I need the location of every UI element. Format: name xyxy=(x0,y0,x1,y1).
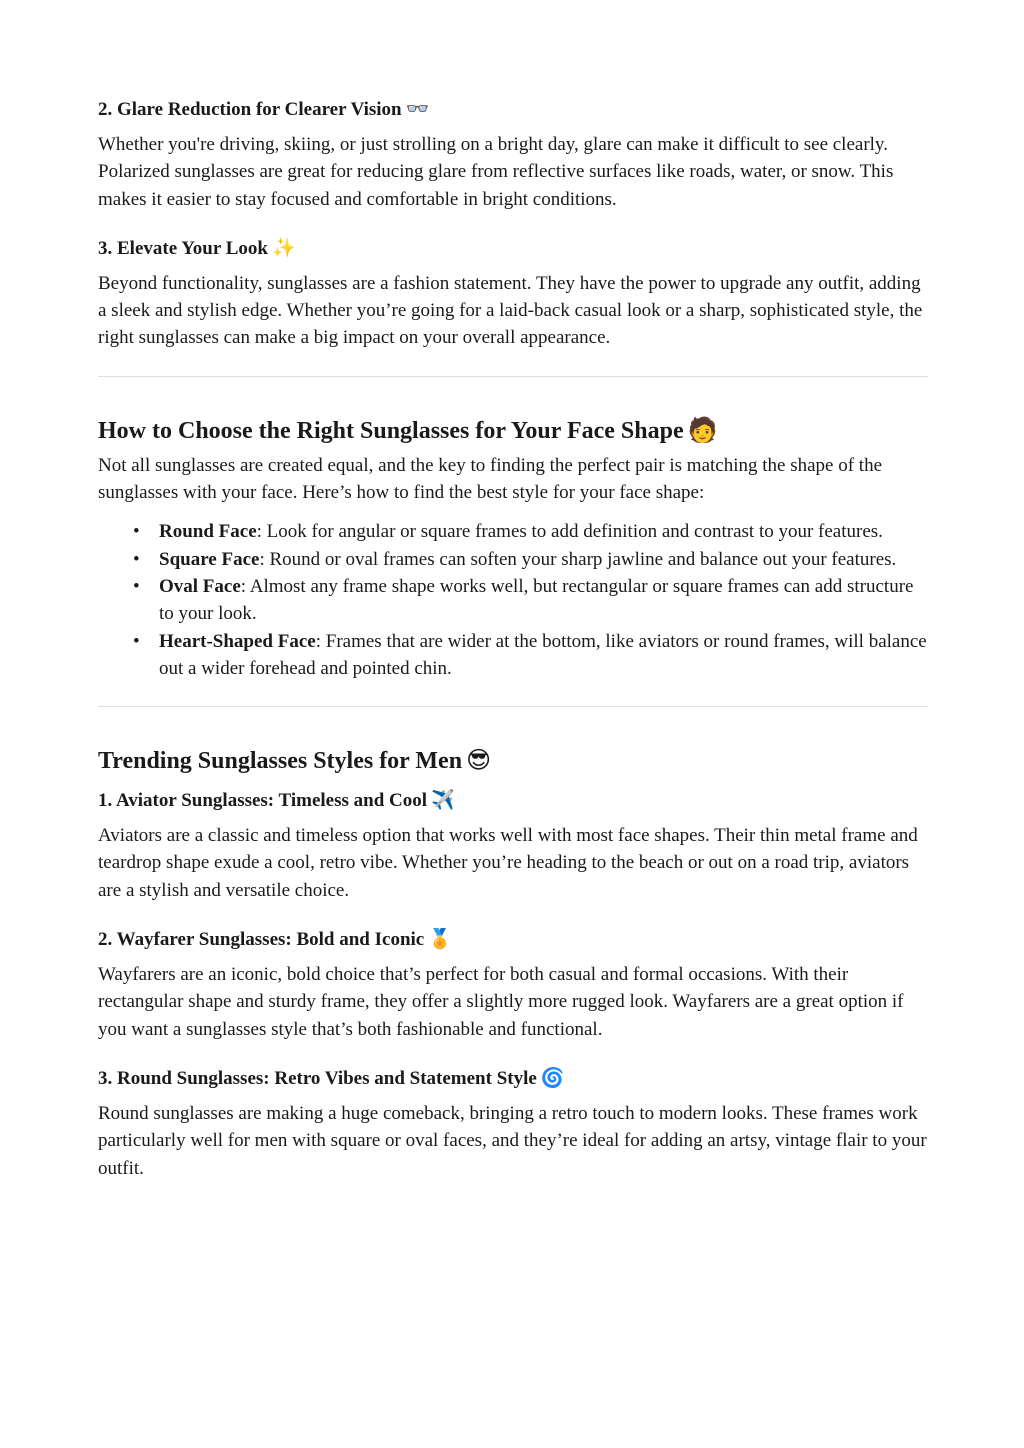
list-item-term: Round Face xyxy=(159,521,257,543)
list-item xyxy=(159,628,928,683)
aviator-heading-text: 1. Aviator Sunglasses: Timeless and Cool xyxy=(98,790,428,812)
face-shape-title-text: How to Choose the Right Sunglasses for Your Face Shape xyxy=(98,417,684,444)
divider xyxy=(98,706,928,707)
section-face-shape xyxy=(98,414,928,682)
sunglasses-face-icon: 😎 xyxy=(466,746,492,775)
aviator-body: Aviators are a classic and timeless option that works well with most face shapes. Their thin metal frame and teardrop shape exude a cool, retro vibe. Whether you’re heading to the beach or out on a road trip, aviators are a stylish and versatile choice. xyxy=(98,825,918,901)
round-heading xyxy=(98,1065,928,1092)
look-heading xyxy=(98,235,928,262)
section-trending-styles xyxy=(98,744,928,1182)
wayfarer-heading-text: 2. Wayfarer Sunglasses: Bold and Iconic xyxy=(98,929,425,951)
list-item xyxy=(159,573,928,628)
wayfarer-heading xyxy=(98,926,928,953)
glasses-icon: 👓 xyxy=(405,98,430,120)
sparkles-icon: ✨ xyxy=(271,236,296,259)
list-item-term: Oval Face xyxy=(159,575,241,597)
face-shape-intro: Not all sunglasses are created equal, and the key to finding the perfect pair is matching the shape of the sunglasses with your face. Here’s how to find the best style for your face shape: xyxy=(98,454,883,504)
cyclone-icon: 🌀 xyxy=(540,1066,565,1089)
round-heading-text: 3. Round Sunglasses: Retro Vibes and Statement Style xyxy=(98,1067,537,1089)
face-shape-list xyxy=(98,518,928,682)
list-item-term: Heart-Shaped Face xyxy=(159,630,316,652)
medal-icon: 🏅 xyxy=(428,928,452,951)
style-round xyxy=(98,1065,928,1182)
list-item-term: Square Face xyxy=(159,548,260,570)
trending-title-text: Trending Sunglasses Styles for Men xyxy=(98,748,463,775)
style-wayfarer xyxy=(98,926,928,1043)
look-body: Beyond functionality, sunglasses are a fashion statement. They have the power to upgrade any outfit, adding a sleek and stylish edge. Whether you’re going for a laid-back casual look or a sharp, sophisticated style, the right sunglasses can make a big impact on your overall appearance. xyxy=(98,272,923,349)
list-item xyxy=(159,546,928,573)
list-item-desc: : Almost any frame shape works well, but rectangular or square frames can add structure to your look. xyxy=(159,575,914,625)
list-item-desc: : Frames that are wider at the bottom, like aviators or round frames, will balance out a wider forehead and pointed chin. xyxy=(159,630,927,679)
aviator-heading xyxy=(98,787,928,814)
list-item xyxy=(159,518,928,545)
divider xyxy=(98,376,928,377)
look-heading-text: 3. Elevate Your Look xyxy=(98,237,268,259)
person-icon: 🧑 xyxy=(687,415,718,444)
airplane-icon: ✈️ xyxy=(431,789,455,812)
style-aviator xyxy=(98,787,928,904)
section-elevate-look xyxy=(98,235,928,352)
list-item-desc: : Look for angular or square frames to add definition and contrast to your features. xyxy=(256,521,883,543)
glare-heading xyxy=(98,96,928,123)
article-page xyxy=(98,96,928,1182)
list-item-desc: : Round or oval frames can soften your sharp jawline and balance out your features. xyxy=(259,548,897,570)
round-body: Round sunglasses are making a huge comeback, bringing a retro touch to modern looks. These frames work particularly well for men with square or oval faces, and they’re ideal for adding an artsy, vintage flair to your outfit. xyxy=(98,1102,927,1179)
section-glare-reduction xyxy=(98,96,928,213)
trending-title xyxy=(98,744,928,777)
glare-body: Whether you're driving, skiing, or just strolling on a bright day, glare can make it difficult to see clearly. Polarized sunglasses are great for reducing glare from reflective surfaces like roads, water, or snow. This makes it easier to stay focused and comfortable in bright conditions. xyxy=(98,134,894,210)
face-shape-title xyxy=(98,414,928,447)
wayfarer-body: Wayfarers are an iconic, bold choice that’s perfect for both casual and formal occasions. With their rectangular shape and sturdy frame, they offer a slightly more rugged look. Wayfarers are a great option if you want a sunglasses style that’s both fashionable and functional. xyxy=(98,964,904,1040)
glare-heading-text: 2. Glare Reduction for Clearer Vision xyxy=(98,99,402,120)
